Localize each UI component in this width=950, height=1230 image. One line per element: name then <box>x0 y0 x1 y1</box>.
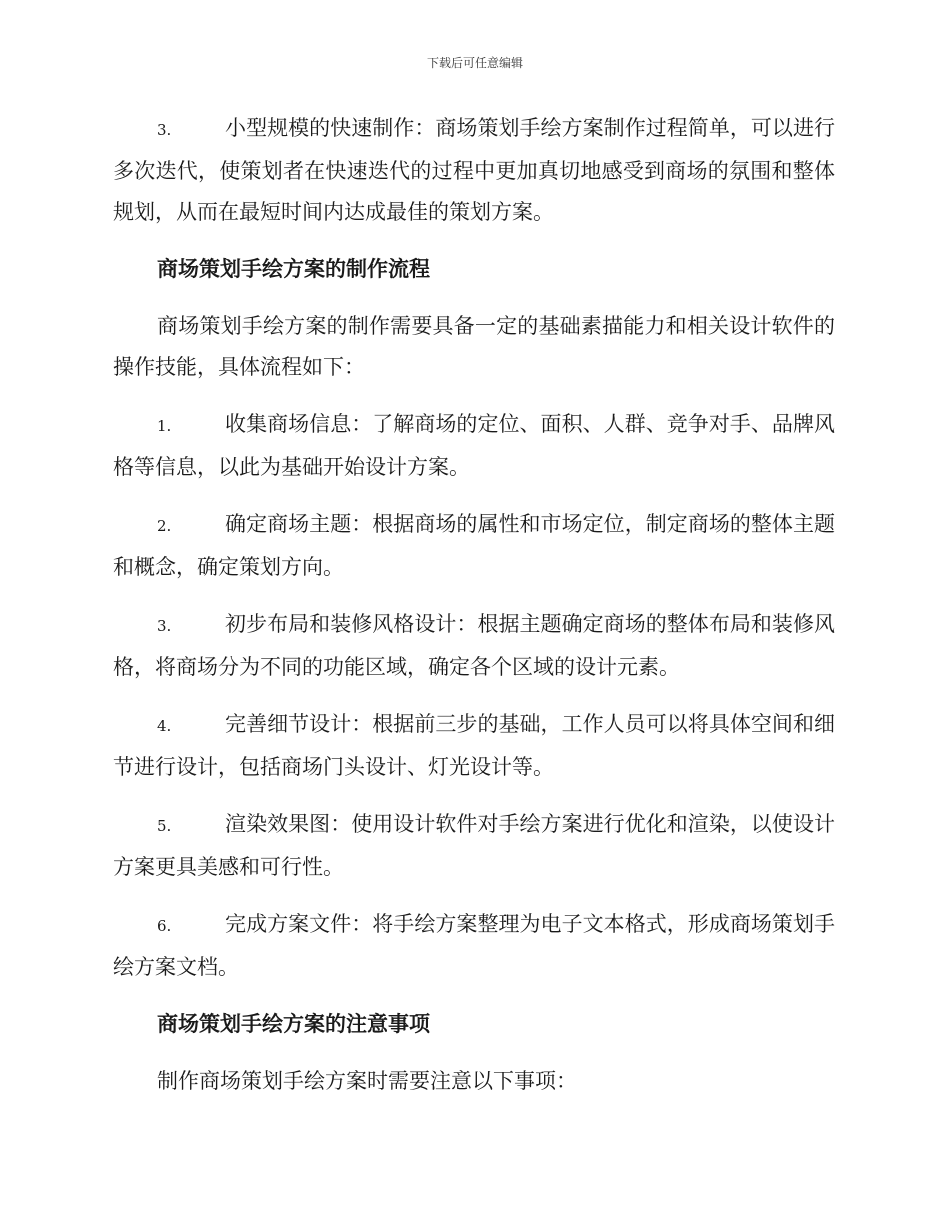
list-item-text: 小型规模的快速制作：商场策划手绘方案制作过程简单，可以进行多次迭代，使策划者在快速迭代的过程中更加真切地感受到商场的氛围和整体规划，从而在最短时间内达成最佳的策划方案。 <box>113 116 835 224</box>
list-item-text: 渲染效果图：使用设计软件对手绘方案进行优化和渲染，以使设计方案更具美感和可行性。 <box>113 812 835 879</box>
list-item-5 <box>113 804 835 888</box>
list-item-1 <box>113 404 835 488</box>
list-number: 2. <box>157 517 172 535</box>
list-number: 1. <box>157 417 172 435</box>
notes-intro-paragraph: 制作商场策划手绘方案时需要注意以下事项： <box>157 1069 577 1093</box>
list-number: 6. <box>157 917 172 935</box>
list-item-text: 完成方案文件：将手绘方案整理为电子文本格式，形成商场策划手绘方案文档。 <box>113 912 835 979</box>
list-number: 5. <box>157 817 172 835</box>
list-item-4 <box>113 704 835 788</box>
list-item-3b <box>113 604 835 688</box>
list-number: 3. <box>157 121 172 139</box>
section-heading-process: 商场策划手绘方案的制作流程 <box>157 257 430 281</box>
list-item-text: 确定商场主题：根据商场的属性和市场定位，制定商场的整体主题和概念，确定策划方向。 <box>113 512 835 579</box>
list-number: 4. <box>157 717 172 735</box>
list-item-text: 完善细节设计：根据前三步的基础，工作人员可以将具体空间和细节进行设计，包括商场门头设计、灯光设计等。 <box>113 712 835 779</box>
list-item-text: 收集商场信息：了解商场的定位、面积、人群、竞争对手、品牌风格等信息，以此为基础开始设计方案。 <box>113 412 835 479</box>
intro-paragraph: 商场策划手绘方案的制作需要具备一定的基础素描能力和相关设计软件的操作技能，具体流程如下： <box>113 314 835 379</box>
list-item-text: 初步布局和装修风格设计：根据主题确定商场的整体布局和装修风格，将商场分为不同的功能区域，确定各个区域的设计元素。 <box>113 612 835 679</box>
list-number: 3. <box>157 617 172 635</box>
list-item-2 <box>113 504 835 588</box>
list-item-6 <box>113 904 835 988</box>
list-item-3 <box>113 108 835 233</box>
document-body <box>113 108 835 1118</box>
section-heading-notes: 商场策划手绘方案的注意事项 <box>157 1012 430 1036</box>
page-header: 下载后可任意编辑 <box>426 56 523 70</box>
